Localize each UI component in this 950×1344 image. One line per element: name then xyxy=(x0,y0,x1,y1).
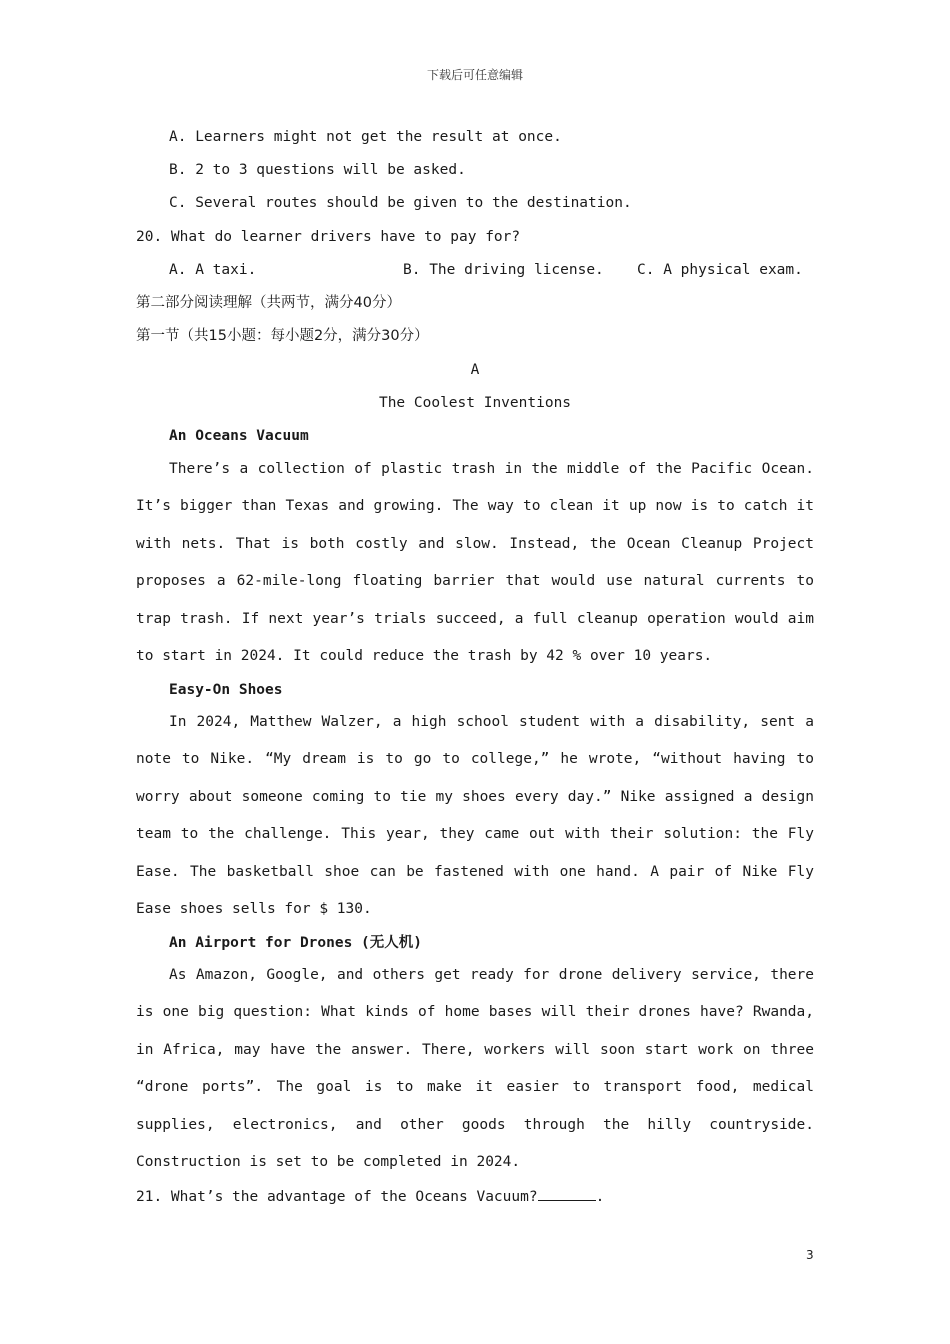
q20-option-b: B. The driving license. xyxy=(403,262,604,278)
page-number: 3 xyxy=(806,1248,814,1262)
q20-option-c: C. A physical exam. xyxy=(637,262,803,278)
q20-stem: 20. What do learner drivers have to pay for? xyxy=(136,229,521,245)
section-heading: An Oceans Vacuum xyxy=(169,428,309,444)
passage-title: The Coolest Inventions xyxy=(378,395,572,411)
section-heading: An Airport for Drones (无人机) xyxy=(169,935,423,951)
q19-option-a: A. Learners might not get the result at once. xyxy=(169,129,562,145)
section-body: As Amazon, Google, and others get ready for drone delivery service, there is one big question: What kinds of home bases will their drones have? Rwanda, in Africa, may have the answer. There, workers will soon start work on three “drone ports”. The goal is to make it easier to transport food, medical supplies, electronics, and other goods through the hilly countryside. Construction is set to be completed in 2024. xyxy=(136,967,814,1171)
q20-option-a: A. A taxi. xyxy=(169,262,257,278)
answer-blank xyxy=(538,1186,596,1201)
section-body: There’s a collection of plastic trash in the middle of the Pacific Ocean. It’s bigger than Texas and growing. The way to clean it up now is to catch it with nets. That is both costly and slow. Instead, the Ocean Cleanup Project proposes a 62-mile-long floating barrier that would use natural currents to trap trash. If next year’s trials succeed, a full cleanup operation would aim to start in 2024. It could reduce the trash by 42 % over 10 years. xyxy=(136,461,814,665)
page-header: 下载后可任意编辑 xyxy=(426,68,523,82)
q19-option-c: C. Several routes should be given to the destination. xyxy=(169,195,632,211)
q19-option-b: B. 2 to 3 questions will be asked. xyxy=(169,162,466,178)
q21-stem-text: 21. What’s the advantage of the Oceans Vacuum? xyxy=(136,1189,538,1205)
section-heading: Easy-On Shoes xyxy=(169,682,283,698)
section-body: In 2024, Matthew Walzer, a high school student with a disability, sent a note to Nike. “My dream is to go to college,” he wrote, “without having to worry about someone coming to tie my shoes every day.” Nike assigned a design team to the challenge. This year, they came out with their solution: the Fly Ease. The basketball shoe can be fastened with one hand. A pair of Nike Fly Ease shoes sells for $ 130. xyxy=(136,714,814,918)
q21-stem xyxy=(136,1186,604,1207)
section1-title: 第一节（共15小题：每小题2分，满分30分） xyxy=(136,328,429,344)
q21-stem-end: . xyxy=(595,1189,605,1205)
passage-letter: A xyxy=(470,362,480,378)
part2-title: 第二部分阅读理解（共两节，满分40分） xyxy=(136,295,401,311)
